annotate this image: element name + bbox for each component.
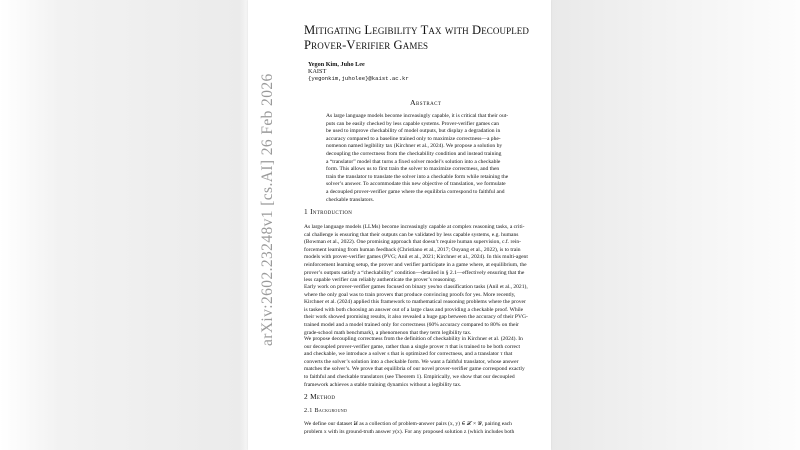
- text-line: their work showed promising results, it also revealed a huge gap between the accuracy of their PVG-: [304, 314, 528, 321]
- text-line: to faithful and checkable translators (see Theorem 1). Empirically, we show that our decoupled: [304, 373, 515, 380]
- text-line: accuracy compared to a baseline trained only to maximize correctness—a phe-: [326, 135, 501, 142]
- text-line: form. This allows us to first train the solver to maximize correctness, and then: [326, 166, 500, 173]
- intro-paragraph-3: [304, 336, 551, 389]
- method-paragraph-1: [304, 421, 551, 436]
- text-line: problem x with its ground-truth answer y(x). For any proposed solution z (which includes both: [304, 428, 515, 435]
- abstract-text: [326, 113, 551, 204]
- paper-affiliation: KAIST: [308, 68, 327, 75]
- text-line: trained model and a model trained only for correctness (60% accuracy compared to 80% on their: [304, 321, 519, 328]
- pdf-page: [248, 0, 551, 450]
- text-line: where the only goal was to train provers that produce convincing proofs for yes. More recently,: [304, 291, 516, 298]
- text-line: prover’s outputs satisfy a “checkability” condition—detailed in § 2.1—effectively ensuring that the: [304, 269, 525, 276]
- text-line: a decoupled prover-verifier game where the equilibria correspond to faithful and: [326, 188, 505, 195]
- text-line: less capable verifier can reliably authenticate the prover’s reasoning.: [304, 277, 457, 284]
- viewer-background-right: [551, 0, 800, 450]
- text-line: solver’s answer. To accommodate this new objective of translation, we formulate: [326, 181, 506, 188]
- text-line: a “translator” model that turns a fixed solver model’s solution into a checkable: [326, 158, 501, 165]
- text-line: grade-school math benchmark), a phenomenon that they term legibility tax.: [304, 329, 472, 336]
- paper-email: {yegonkim,juholee}@kaist.ac.kr: [308, 75, 409, 82]
- text-line: checkable translators.: [326, 196, 375, 203]
- paper-authors: Yegon Kim, Juho Lee: [308, 61, 365, 68]
- text-line: train the translator to translate the solver into a checkable form while retaining the: [326, 173, 509, 180]
- text-line: As large language models (LLMs) become increasingly capable at complex reasoning tasks, a criti-: [304, 224, 525, 230]
- text-line: As large language models become increasingly capable, it is critical that their out-: [326, 113, 509, 119]
- section-2-heading: 2 Method: [304, 392, 336, 401]
- text-line: (Bowman et al., 2022). One promising approach that doesn’t require human supervision, c.f. rein-: [304, 239, 521, 246]
- text-line: be used to improve checkability of model outputs, but display a degradation in: [326, 128, 501, 135]
- subsection-2-1-heading: 2.1 Background: [304, 407, 348, 414]
- paper-title-line-1: Mitigating Legibility Tax with Decoupled: [304, 23, 530, 37]
- text-line: is tasked with both choosing an answer out of a large class and providing a checkable proof. While: [304, 306, 524, 313]
- text-line: decoupling the correctness from the checkability condition and instead training: [326, 150, 502, 157]
- text-line: and checkable, we introduce a solver s that is optimized for correctness, and a translator τ that: [304, 351, 513, 358]
- text-line: puts can be easily checked by less capable systems. Prover-verifier games can: [326, 120, 500, 127]
- paper-title-line-2: Prover-Verifier Games: [304, 38, 429, 52]
- text-line: converts the solver’s solution into a checkable form. We want a faithful translator, whose answer: [304, 358, 519, 365]
- section-1-heading: 1 Introduction: [304, 207, 353, 216]
- text-line: forcement learning from human feedback (Christiano et al., 2017; Ouyang et al., 2022), is to train: [304, 246, 521, 253]
- text-line: Kirchner et al. (2024) applied this framework to mathematical reasoning problems where the prover: [304, 299, 526, 306]
- text-line: cal challenge is ensuring that their outputs can be validated by less capable systems, e.g. humans: [304, 231, 519, 238]
- intro-paragraph-2: [304, 284, 551, 337]
- abstract-heading: Abstract: [410, 98, 442, 107]
- intro-paragraph-1: [304, 224, 551, 285]
- text-line: models with prover-verifier games (PVG; Anil et al., 2021; Kirchner et al., 2024). In this multi-agent: [304, 254, 528, 261]
- text-line: reinforcement learning setup, the prover and verifier participate in a game where, at equilibrium, the: [304, 261, 527, 268]
- text-line: Early work on prover-verifier games focused on binary yes/no classification tasks (Anil et al., 2021),: [304, 284, 528, 290]
- text-line: We define our dataset 𝒟 as a collection of problem-answer pairs (x, y) ∈ 𝒳 × 𝒴, pairing each: [304, 421, 512, 427]
- text-line: our decoupled prover-verifier game, rather than a single prover π that is trained to be both correct: [304, 343, 521, 350]
- text-line: nomenon named legibility tax (Kirchner et al., 2024). We propose a solution by: [326, 143, 503, 150]
- text-line: matches the solver’s. We prove that equilibria of our novel prover-verifier game correspond exactly: [304, 366, 525, 373]
- paper-title: [304, 23, 544, 53]
- text-line: framework achieves a stable training dynamics without a legibility tax.: [304, 381, 462, 388]
- text-line: We propose decoupling correctness from the definition of checkability in Kirchner et al. (2024). In: [304, 336, 523, 342]
- arxiv-identifier: arXiv:2602.23248v1 [cs.AI] 26 Feb 2026: [259, 73, 276, 346]
